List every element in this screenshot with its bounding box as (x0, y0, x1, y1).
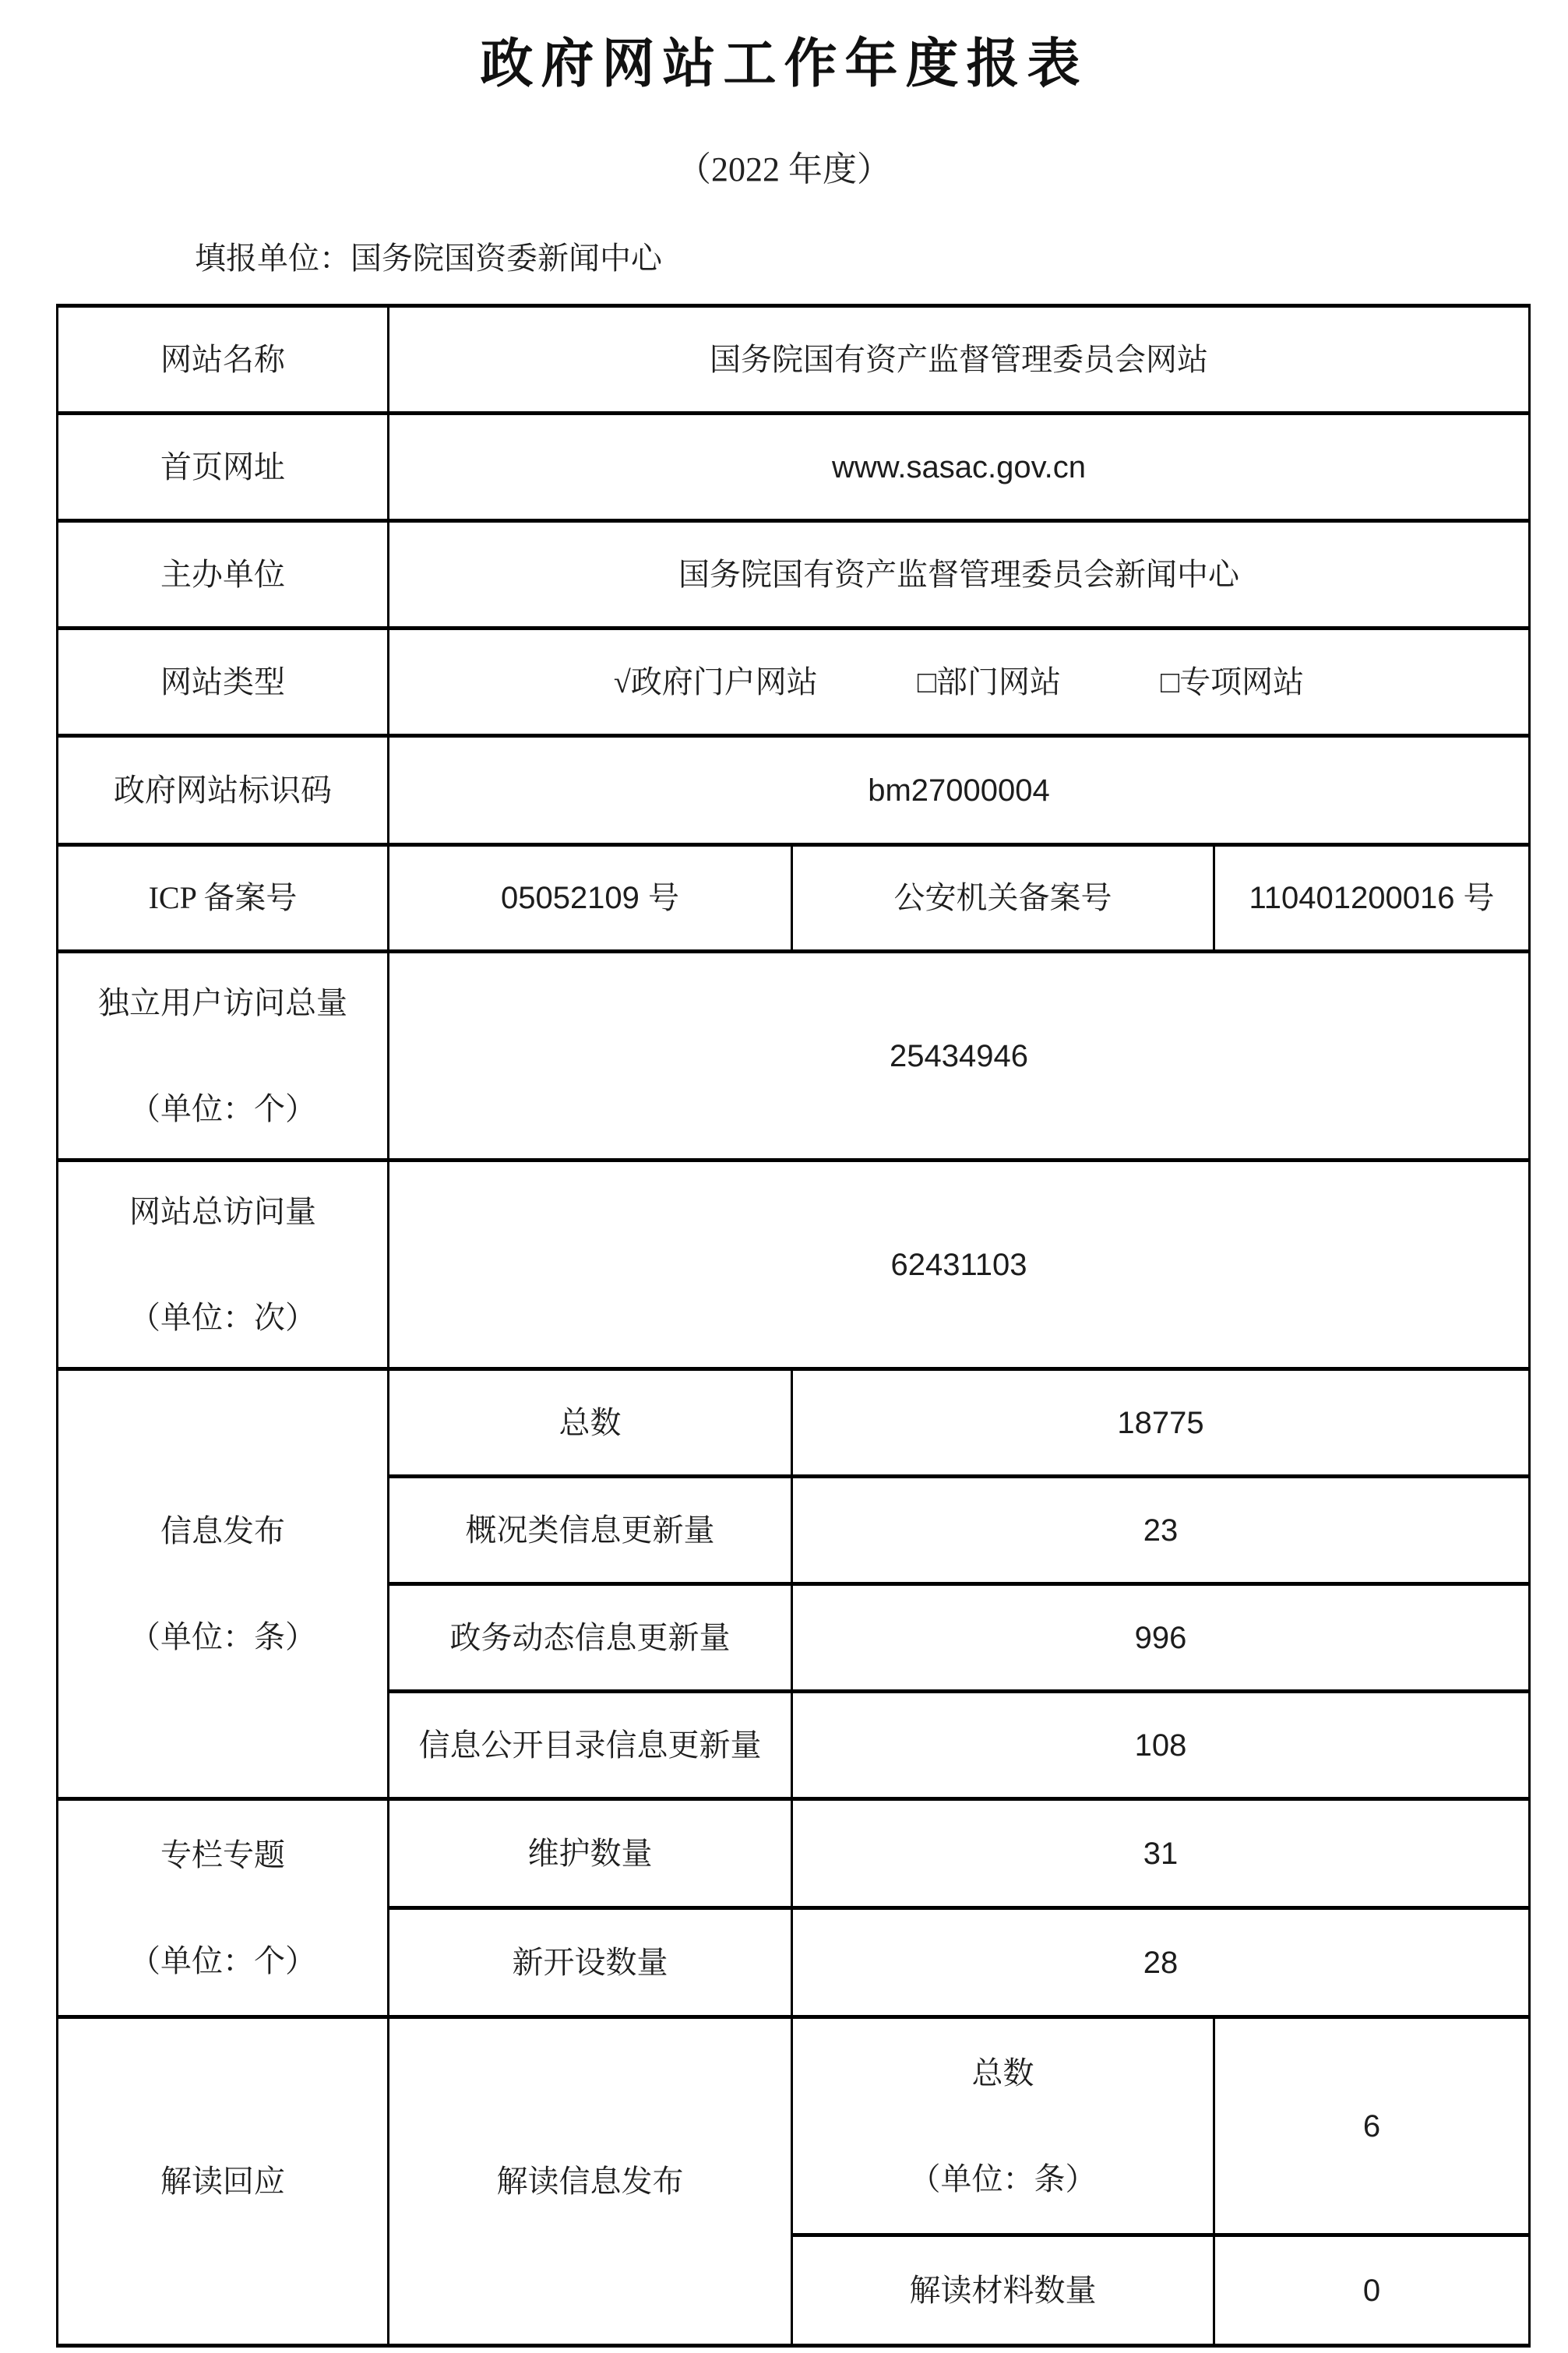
info-publish-total-value: 18775 (792, 1369, 1530, 1477)
unique-visitors-label (58, 952, 389, 1161)
site-name-value: 国务院国有资产监督管理委员会网站 (389, 306, 1530, 414)
site-code-value: bm27000004 (389, 736, 1530, 845)
option-gov-portal (614, 664, 818, 700)
row-interpretation-total (58, 2017, 1530, 2235)
unique-visitors-label-stack (58, 985, 387, 1127)
info-publish-overview-label: 概况类信息更新量 (389, 1477, 792, 1584)
page-subtitle: （2022 年度） (677, 150, 891, 188)
special-columns-maintained-value: 31 (792, 1799, 1530, 1908)
option-gov-portal-label: 政府门户网站 (630, 664, 818, 699)
empty-checkbox-icon: □ (917, 664, 936, 699)
info-publish-directory-label: 信息公开目录信息更新量 (389, 1692, 792, 1799)
site-type-options-cell (389, 629, 1530, 736)
info-publish-overview-value: 23 (792, 1477, 1530, 1584)
interpretation-label: 解读回应 (58, 2017, 389, 2346)
info-publish-label-stack (58, 1513, 387, 1655)
option-department-site-label: 部门网站 (936, 664, 1061, 699)
row-info-publish-total (58, 1369, 1530, 1477)
empty-checkbox-icon: □ (1160, 664, 1180, 699)
interpretation-materials-value: 0 (1214, 2235, 1530, 2346)
info-publish-label-line1: 信息发布 (160, 1513, 285, 1548)
interpretation-sub-label: 解读信息发布 (389, 2017, 792, 2346)
site-type-label: 网站类型 (58, 629, 389, 736)
special-columns-label-stack (58, 1837, 387, 1979)
total-visits-label-stack (58, 1194, 387, 1336)
site-code-label: 政府网站标识码 (58, 736, 389, 845)
special-columns-label-line1: 专栏专题 (160, 1837, 285, 1872)
special-columns-new-value: 28 (792, 1908, 1530, 2017)
icp-value: 05052109 号 (389, 845, 792, 952)
organizer-label: 主办单位 (58, 521, 389, 629)
info-publish-dynamics-label: 政务动态信息更新量 (389, 1584, 792, 1692)
reporting-unit-label: 填报单位： (195, 241, 351, 276)
interpretation-total-label-stack (793, 2055, 1213, 2197)
total-visits-value: 62431103 (389, 1161, 1530, 1369)
row-special-columns-maintained (58, 1799, 1530, 1908)
interpretation-materials-label: 解读材料数量 (792, 2235, 1214, 2346)
option-department-site (918, 664, 1061, 700)
police-filing-value: 110401200016 号 (1214, 845, 1530, 952)
report-table (56, 304, 1531, 2348)
site-type-options (389, 664, 1528, 700)
row-unique-visitors (58, 952, 1530, 1161)
reporting-unit-value: 国务院国资委新闻中心 (351, 241, 662, 276)
interpretation-total-label (792, 2017, 1214, 2235)
checkmark-icon: √ (613, 664, 631, 699)
row-icp (58, 845, 1530, 952)
special-columns-maintained-label: 维护数量 (389, 1799, 792, 1908)
page-title: 政府网站工作年度报表 (480, 34, 1088, 93)
info-publish-directory-value: 108 (792, 1692, 1530, 1799)
interpretation-total-label-line2: （单位：条） (909, 2161, 1097, 2196)
special-columns-new-label: 新开设数量 (389, 1908, 792, 2017)
unique-visitors-label-line1: 独立用户访问总量 (98, 985, 347, 1020)
row-site-type (58, 629, 1530, 736)
reporting-unit-line (195, 243, 1568, 274)
row-site-name (58, 306, 1530, 414)
home-url-value: www.sasac.gov.cn (389, 414, 1530, 521)
organizer-value: 国务院国有资产监督管理委员会新闻中心 (389, 521, 1530, 629)
option-special-site (1161, 664, 1304, 700)
unique-visitors-label-line2: （单位：个） (129, 1090, 316, 1126)
info-publish-dynamics-value: 996 (792, 1584, 1530, 1692)
interpretation-total-value: 6 (1214, 2017, 1530, 2235)
option-special-site-label: 专项网站 (1179, 664, 1305, 699)
unique-visitors-value: 25434946 (389, 952, 1530, 1161)
row-organizer (58, 521, 1530, 629)
total-visits-label (58, 1161, 389, 1369)
home-url-label: 首页网址 (58, 414, 389, 521)
total-visits-label-line2: （单位：次） (129, 1299, 316, 1335)
info-publish-total-label: 总数 (389, 1369, 792, 1477)
special-columns-label (58, 1799, 389, 2017)
info-publish-label-line2: （单位：条） (129, 1619, 316, 1654)
row-site-code (58, 736, 1530, 845)
interpretation-total-label-line1: 总数 (971, 2055, 1034, 2091)
row-total-visits (58, 1161, 1530, 1369)
police-filing-label: 公安机关备案号 (792, 845, 1214, 952)
special-columns-label-line2: （单位：个） (129, 1943, 316, 1978)
total-visits-label-line1: 网站总访问量 (129, 1193, 316, 1229)
icp-label: ICP 备案号 (58, 845, 389, 952)
site-name-label: 网站名称 (58, 306, 389, 414)
info-publish-label (58, 1369, 389, 1799)
row-home-url (58, 414, 1530, 521)
